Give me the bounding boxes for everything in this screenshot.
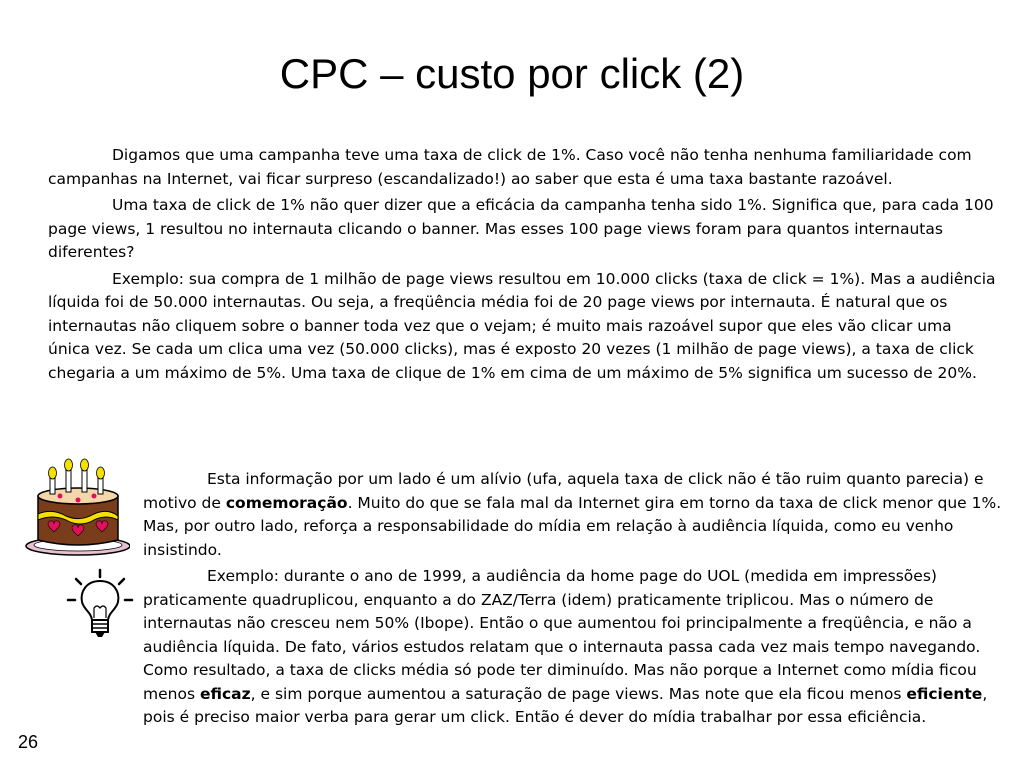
example2-text-1: Exemplo: durante o ano de 1999, a audiência da home page do UOL (medida em impressões) praticamente quadruplicou, enquanto a do ZAZ/Terra (idem) praticamente triplicou. Mas o número de internautas não cresceu nem 50% (Ibope). Então o que aumentou foi principalmente a freqüência, e não a audiência líquida. De fato, vários estudos relatam que o internauta passa cada vez mais tempo navegando. Como resultado, a taxa de clicks média só pode ter diminuído. Mas não porque a Internet como mídia ficou menos [143,567,981,703]
birthday-cake-icon [22,456,130,560]
example2-text-3: , pois é preciso maior verba para gerar um click. Então é dever do mídia trabalhar por essa eficiência. [143,684,988,726]
example2-bold-2: eficiente [906,684,983,703]
lower-text [143,468,1003,733]
paragraph-example-2 [143,565,1003,730]
celebration-bold: comemoração [225,493,348,512]
paragraph-3: Exemplo: sua compra de 1 milhão de page views resultou em 10.000 clicks (taxa de click = 1%). Mas a audiência líquida foi de 50.000 internautas. Ou seja, a freqüência média foi de 20 page views por internauta. É natural que os internautas não cliquem sobre o banner toda vez que o vejam; é muito mais razoável supor que eles vão clicar uma única vez. Se cada um clica uma vez (50.000 clicks), mas é exposto 20 vezes (1 milhão de page views), a taxa de click chegaria a um máximo de 5%. Uma taxa de clique de 1% em cima de um máximo de 5% significa um sucesso de 20%. [48,269,996,382]
paragraph-2: Uma taxa de click de 1% não quer dizer que a eficácia da campanha tenha sido 1%. Significa que, para cada 100 page views, 1 resultou no internauta clicando o banner. Mas esses 100 page views foram para quantos internautas diferentes? [48,196,994,261]
paragraph-1: Digamos que uma campanha teve uma taxa de click de 1%. Caso você não tenha nenhuma familiaridade com campanhas na Internet, vai ficar surpreso (escandalizado!) ao saber que esta é uma taxa bastante razoável. [48,146,972,188]
celebration-text-1: Esta informação por um lado é um alívio (ufa, aquela taxa de click não é tão ruim quanto parecia) e motivo de [143,470,984,512]
slide-title: CPC – custo por click (2) [279,50,745,97]
celebration-text-2: . Muito do que se fala mal da Internet gira em torno da taxa de click menor que 1%. Mas, por outro lado, reforça a responsabilidade do mídia em relação à audiência líquida, como eu venho insistindo. [143,493,1002,559]
paragraph-celebration [143,468,1003,562]
example2-bold-1: eficaz [199,684,251,703]
light-bulb-icon [64,568,136,640]
example2-text-2: , e sim porque aumentou a saturação de page views. Mas note que ela ficou menos [250,684,907,703]
intro-text [48,144,998,388]
page-number: 26 [18,732,39,752]
